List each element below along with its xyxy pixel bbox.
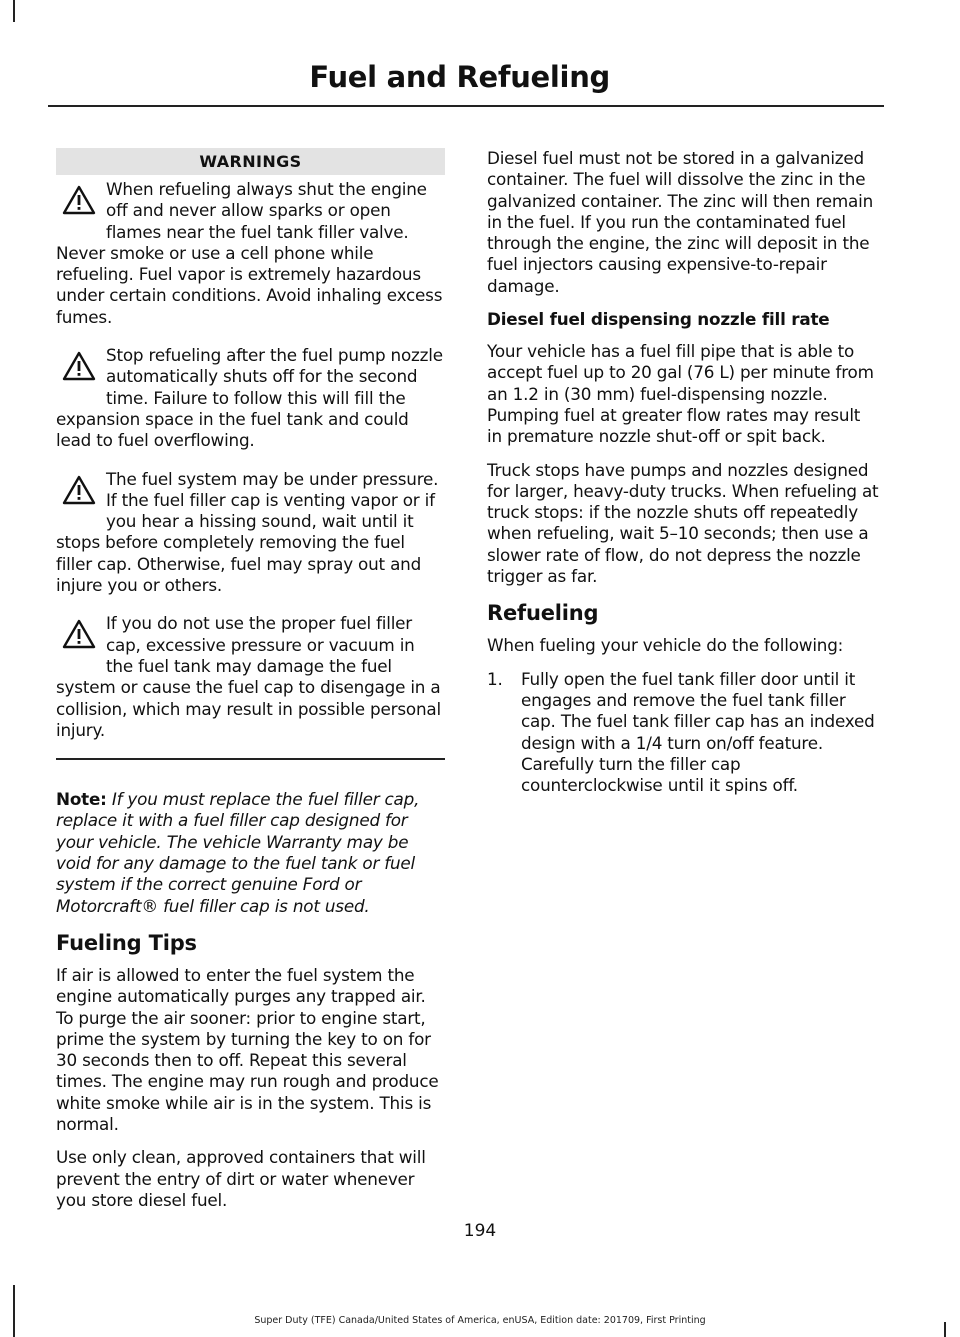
header-divider [48,105,884,107]
body-paragraph: When fueling your vehicle do the following: [487,635,844,656]
note-paragraph [56,789,445,917]
body-paragraph: If air is allowed to enter the fuel system the engine automatically purges any trapped air. To purge the air sooner: prior to engine start, prime the system by turning the key to on for 30 seconds then to off. Repeat this several times. The engine may run rough and produce white smoke while air is in the system. This is normal. [56,964,439,1134]
list-item [487,669,880,797]
warning-text: When refueling always shut the engine off and never allow sparks or open flames near the fuel tank filler valve. Never smoke or use a cell phone while refueling. Fuel vapor is extremely hazardous under certain conditions. Avoid inhaling excess fumes. [56,179,443,327]
step-number: 1. [487,668,503,689]
warning-triangle-icon [56,179,102,239]
subheading-nozzle-fill-rate: Diesel fuel dispensing nozzle fill rate [487,309,830,330]
warning-item [56,179,445,328]
warning-text: The fuel system may be under pressure. If the fuel filler cap is venting vapor or if you hear a hissing sound, wait until it stops before completely removing the fuel filler cap. Otherwise, fuel may spray out and injure you or others. [56,468,439,596]
step-text: Fully open the fuel tank filler door until it engages and remove the fuel tank filler cap. The fuel tank filler cap has an indexed design with a 1/4 turn on/off feature. Carefully turn the filler cap counterclockwise until it spins off. [521,668,875,796]
page-title: Fuel and Refueling [309,60,610,94]
body-paragraph: Use only clean, approved containers that will prevent the entry of dirt or water whenever you store diesel fuel. [56,1147,426,1210]
right-column [487,148,880,796]
section-heading-fueling-tips: Fueling Tips [56,930,197,955]
warning-triangle-icon [56,345,102,405]
section-heading-refueling: Refueling [487,601,599,626]
warning-text: If you do not use the proper fuel filler cap, excessive pressure or vacuum in the fuel tank may damage the fuel system or cause the fuel cap to disengage in a collision, which may result in possible personal injury. [56,613,441,740]
note-label: Note: [56,789,107,810]
warning-triangle-icon [56,469,102,529]
warning-triangle-icon [56,613,102,673]
body-paragraph: Truck stops have pumps and nozzles designed for larger, heavy-duty trucks. When refueling at truck stops: if the nozzle shuts off repeatedly when refueling, wait 5–10 seconds; then use a slower rate of flow, do not depress the nozzle trigger as far. [487,459,879,587]
page-number: 194 [463,1221,497,1241]
edition-footer: Super Duty (TFE) Canada/United States of America, enUSA, Edition date: 201709, First Printing [254,1315,706,1326]
left-column [56,148,445,1211]
warning-item [56,613,445,741]
body-paragraph: Your vehicle has a fuel fill pipe that is able to accept fuel up to 20 gal (76 L) per minute from an 1.2 in (30 mm) fuel-dispensing nozzle. Pumping fuel at greater flow rates may result in premature nozzle shut-off or spit back. [487,341,874,447]
crop-mark [13,1285,15,1337]
warnings-heading: WARNINGS [56,148,445,175]
warning-item [56,345,445,451]
body-paragraph: Diesel fuel must not be stored in a galvanized container. The fuel will dissolve the zinc in the galvanized container. The zinc will then remain in the fuel. If you run the contaminated fuel through the engine, the zinc will deposit in the fuel injectors causing expensive-to-repair damage. [487,148,874,296]
crop-mark [13,0,15,22]
warnings-end-divider [56,758,445,760]
warning-item [56,469,445,597]
note-text: If you must replace the fuel filler cap, replace it with a fuel filler cap designed for your vehicle. The vehicle Warranty may be void for any damage to the fuel tank or fuel system if the correct genuine Ford or Motorcraft® fuel filler cap is not used. [56,789,420,916]
warning-text: Stop refueling after the fuel pump nozzle automatically shuts off for the second time. Failure to follow this will fill the expansion space in the fuel tank and could lead to fuel overflowing. [56,345,443,451]
